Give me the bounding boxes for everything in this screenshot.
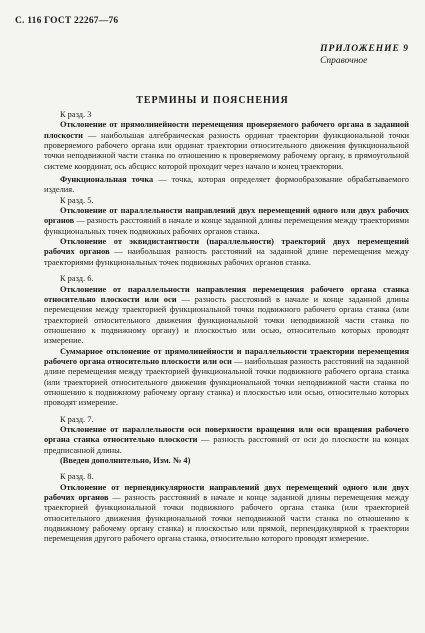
definition: — разность расстояний от оси до плоскости на концах предписанной длины.	[44, 435, 409, 455]
term: Отклонение от параллельности направлений двух перемещений одного или двух рабочих органов	[44, 206, 409, 226]
term: Отклонение от параллельности оси поверхности вращения или оси вращения рабочего органа станка относительно плоскости	[44, 424, 409, 445]
appendix-number: ПРИЛОЖЕНИЕ 9	[320, 44, 409, 54]
term: Отклонение от эквидистантности (параллельности) траекторий двух перемещений рабочих органов	[44, 237, 409, 257]
definition: — наибольшая разность расстояний на заданной длине перемещения между траекториями функциональных точек подвижных рабочих органов станка.	[44, 247, 409, 267]
term-paragraph	[44, 483, 409, 545]
amendment-note: (Введен дополнительно, Изм. № 4)	[60, 456, 191, 465]
definition: — разность расстояний в начале и конце заданной длины перемещения между траекторией функциональной точки подвижного рабочего органа станка (или траекторией относительного движения функциональной точки неподвижной части станка по отношению к подвижному рабочему органу станка) и плоскостью или прямой, перпендикулярной к траектории перемещения другого рабочего органа станка, относительно которого проводят измерение.	[44, 493, 409, 544]
term-paragraph	[44, 237, 409, 268]
term: Отклонение от прямолинейности перемещения проверяемого рабочего органа в заданной плоскости	[44, 120, 409, 140]
term: Функциональная точка	[60, 175, 154, 185]
definition: — разность расстояний в начале и конце заданной длины перемещения между траекториями функциональных точек подвижных рабочих органов станка.	[44, 216, 409, 236]
section-ref-6: К разд. 6.	[60, 274, 94, 284]
section-ref-5: К разд. 5.	[60, 195, 94, 205]
term-paragraph	[44, 206, 409, 237]
definition: — наибольшая разность расстояний на заданной длине перемещения между траекторией функциональной точки подвижного рабочего органа станка (или траекторией относительного движения функциональной точки неподвижной части станка по отношению к подвижному рабочему органу станка) и плоскостью или осью, относительно которых проводят измерение.	[44, 356, 410, 408]
section-ref-8: К разд. 8.	[60, 472, 94, 482]
term: Отклонение от перпендикулярности направлений двух перемещений одного или двух рабочих органов	[44, 482, 409, 503]
section-ref-7: К разд. 7.	[60, 414, 94, 424]
section-ref-3: К разд. 3	[60, 110, 92, 119]
term-paragraph	[44, 120, 409, 172]
term-paragraph	[44, 175, 409, 196]
page-reference: С. 116 ГОСТ 22267—76	[15, 16, 119, 26]
definition: — разность расстояний в начале и конце заданной длины перемещения между траекторией функциональной точки подвижного рабочего органа станка (или траекторией относительного движения функциональной точки неподвижной части станка по отношению к подвижному органу) и плоскостью или осью, относительно которых проводят измерение.	[44, 294, 409, 346]
term-paragraph	[44, 425, 409, 456]
definition: — наибольшая алгебраическая разность ординат траектории функциональной точки проверяемого рабочего органа или ординат траектории относительного движения функциональной точки неподвижной части станка по отношению к проверяемому рабочему органу, в прямоугольной системе координат, ось абсцисс которой проходит через начало и конец траектории.	[44, 130, 409, 171]
document-title: ТЕРМИНЫ И ПОЯСНЕНИЯ	[136, 95, 289, 106]
term: Суммарное отклонение от прямолинейности и параллельности траектории перемещения рабочего органа относительно плоскости или оси	[44, 346, 409, 366]
term: Отклонение от параллельности направления перемещения рабочего органа станка относительно плоскости или оси	[44, 284, 409, 304]
definition: — точка, которая определяет формообразование обрабатываемого изделия.	[44, 175, 409, 195]
appendix-type: Справочное	[320, 56, 368, 66]
term-paragraph	[44, 285, 409, 347]
document-body	[44, 110, 409, 545]
appendix-label	[320, 43, 409, 67]
term-paragraph	[44, 347, 409, 409]
